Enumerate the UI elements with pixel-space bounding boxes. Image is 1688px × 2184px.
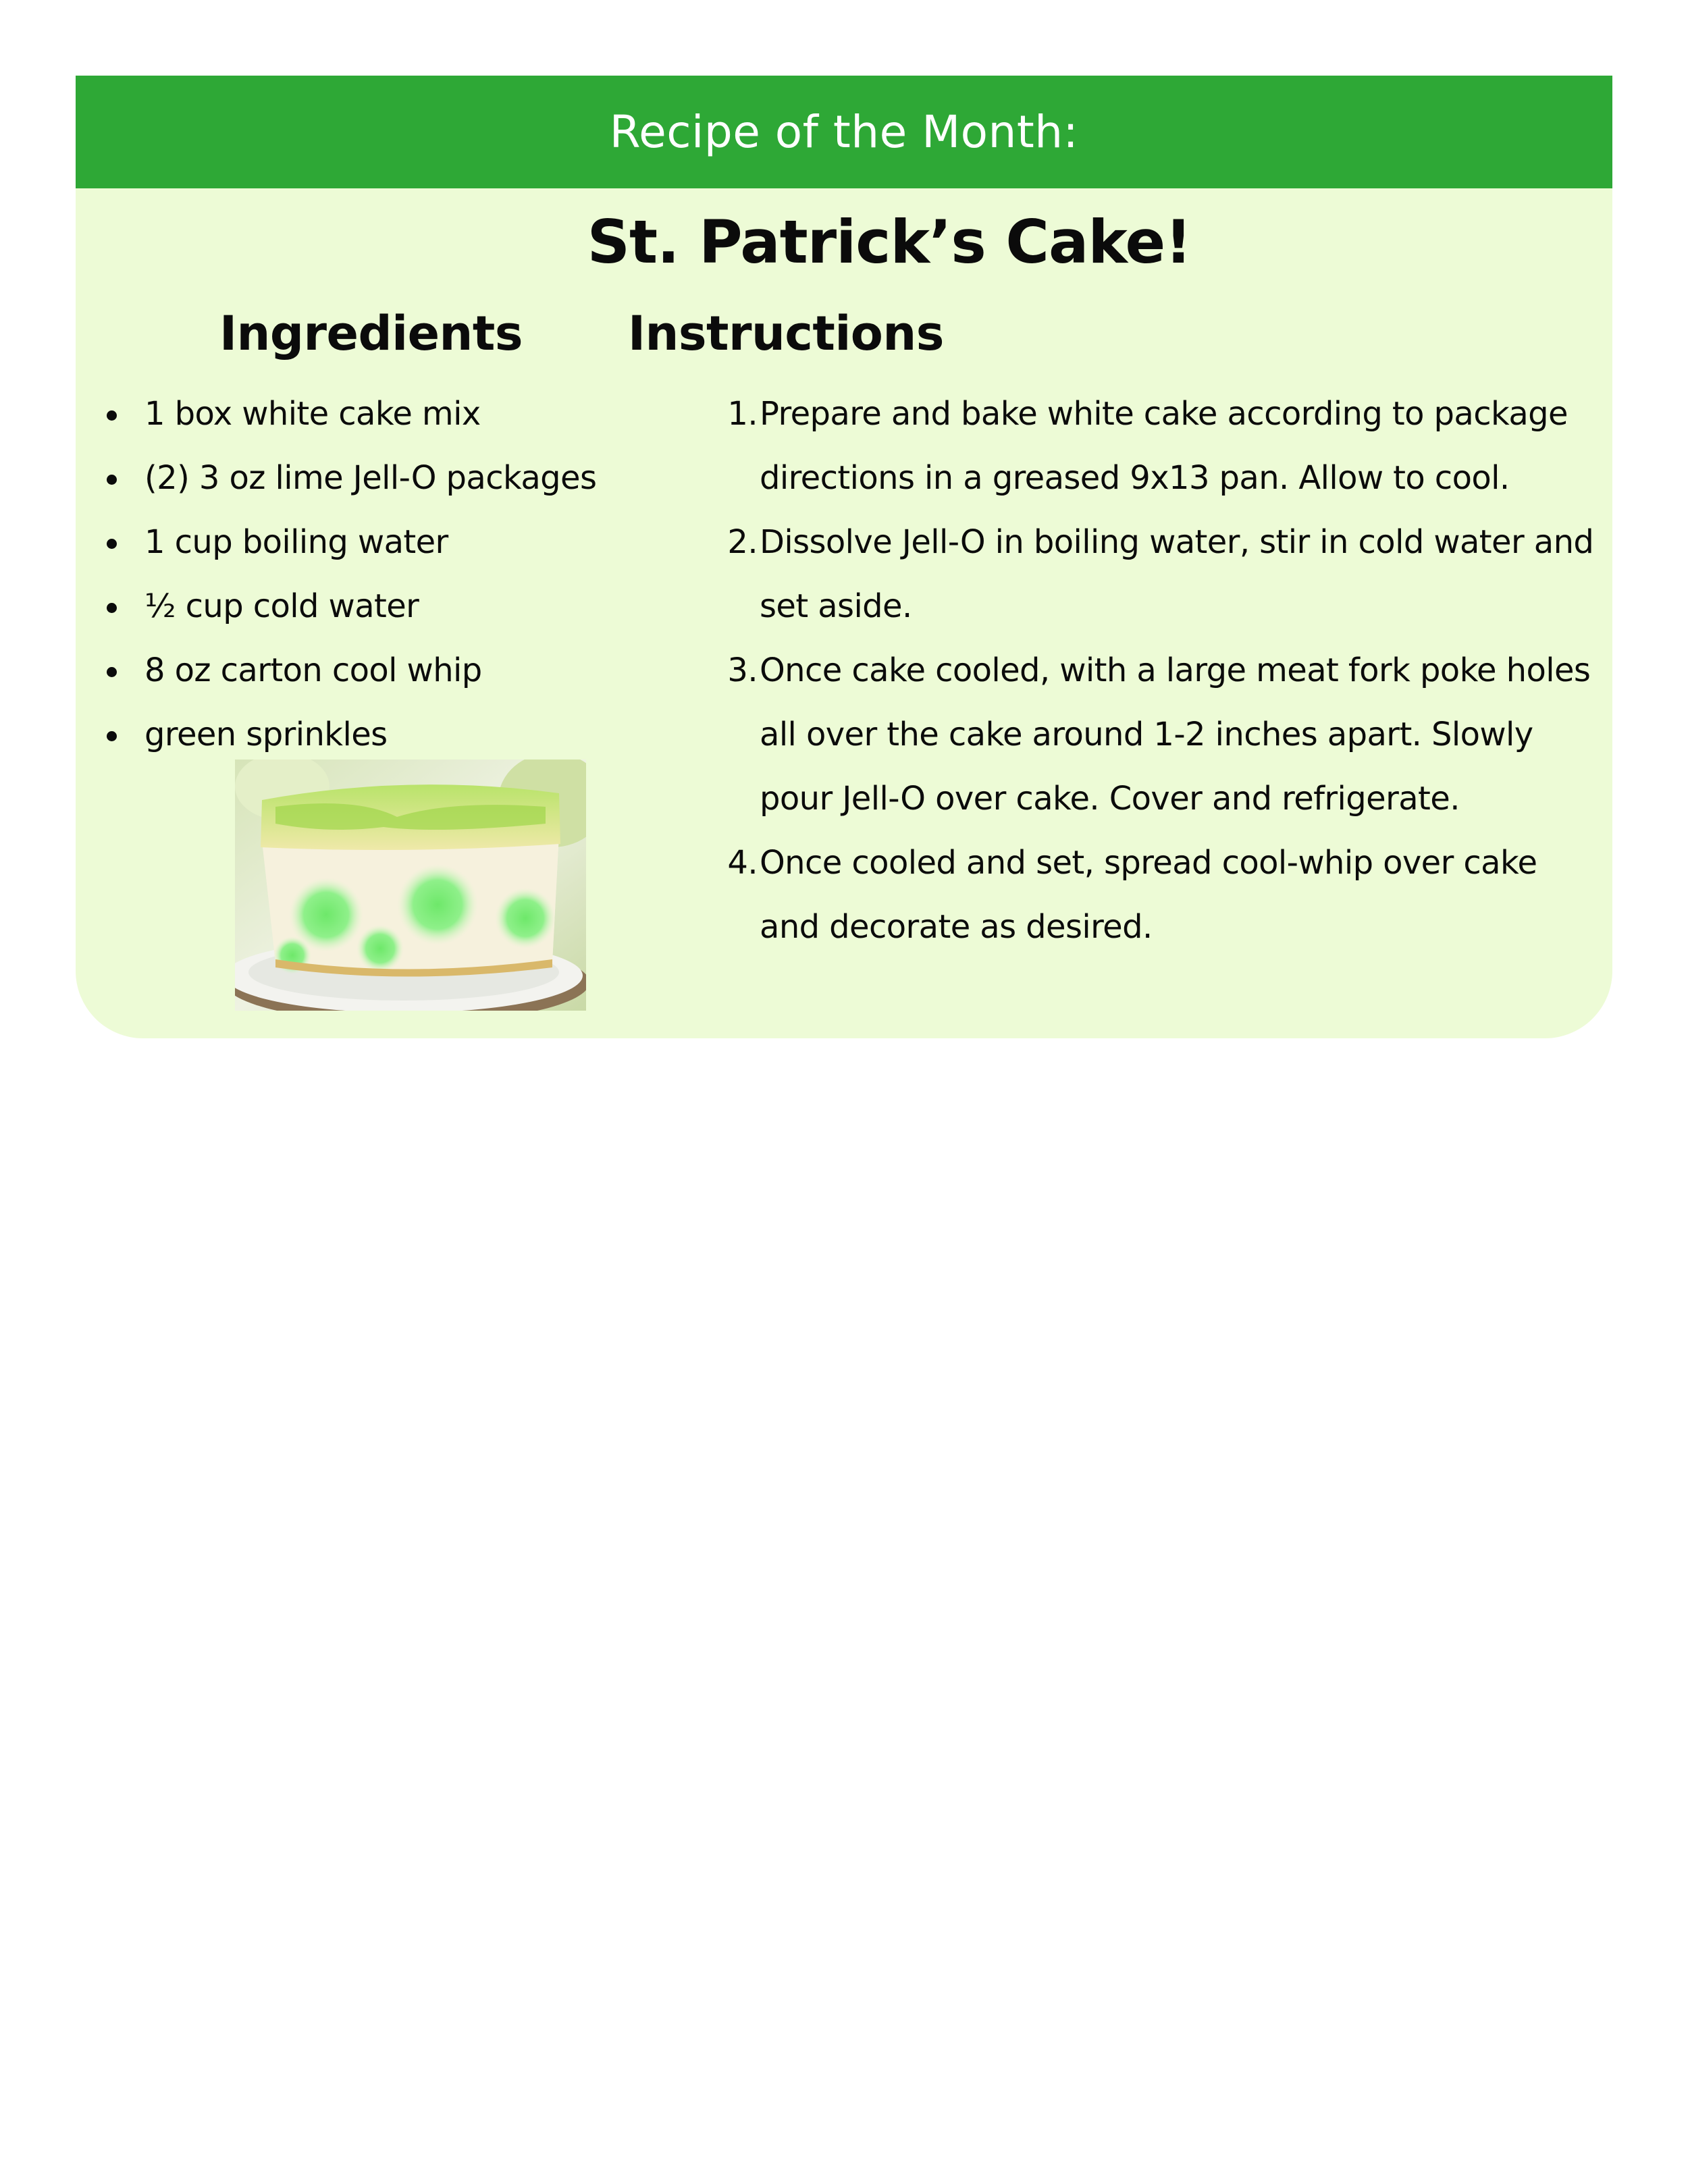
ingredient-item xyxy=(76,382,697,446)
cake-slice-photo xyxy=(235,760,586,1011)
step-number: 4. xyxy=(727,844,758,882)
ingredients-heading: Ingredients xyxy=(219,306,523,361)
ingredient-text: green sprinkles xyxy=(144,716,388,753)
bullet-icon xyxy=(107,475,117,485)
step-text: Dissolve Jell-O in boiling water, stir in cold water and set aside. xyxy=(760,523,1594,625)
step-text: Once cooled and set, spread cool-whip over cake and decorate as desired. xyxy=(760,844,1537,946)
ingredient-text: (2) 3 oz lime Jell-O packages xyxy=(144,459,597,497)
ingredient-text: 1 cup boiling water xyxy=(144,523,448,561)
bullet-icon xyxy=(107,667,117,677)
bullet-icon xyxy=(107,539,117,549)
ingredient-item xyxy=(76,703,697,767)
recipe-card xyxy=(76,76,1612,1038)
step-number: 3. xyxy=(727,651,758,689)
step-text: Prepare and bake white cake according to package directions in a greased 9x13 pan. Allow to cool. xyxy=(760,395,1568,497)
ingredients-list xyxy=(76,382,697,767)
ingredient-item xyxy=(76,575,697,639)
ingredient-text: ½ cup cold water xyxy=(144,587,419,625)
ingredient-item xyxy=(76,446,697,510)
instruction-step xyxy=(656,382,1602,510)
recipe-title: St. Patrick’s Cake! xyxy=(587,207,1192,277)
instruction-step xyxy=(656,831,1602,959)
cake-slice-illustration xyxy=(235,760,586,1011)
instruction-step xyxy=(656,639,1602,831)
ingredient-text: 1 box white cake mix xyxy=(144,395,481,433)
step-number: 2. xyxy=(727,523,758,561)
instructions-list xyxy=(656,382,1602,959)
step-text: Once cake cooled, with a large meat fork poke holes all over the cake around 1-2 inches apart. Slowly pour Jell-O over cake. Cover and refrigerate. xyxy=(760,651,1591,818)
banner-text: Recipe of the Month: xyxy=(609,106,1079,158)
step-number: 1. xyxy=(727,395,758,433)
recipe-banner xyxy=(76,76,1612,188)
ingredient-item xyxy=(76,639,697,703)
bullet-icon xyxy=(107,603,117,613)
bullet-icon xyxy=(107,731,117,741)
instructions-heading: Instructions xyxy=(628,306,944,361)
ingredient-text: 8 oz carton cool whip xyxy=(144,651,482,689)
bullet-icon xyxy=(107,410,117,421)
ingredient-item xyxy=(76,510,697,575)
instruction-step xyxy=(656,510,1602,639)
